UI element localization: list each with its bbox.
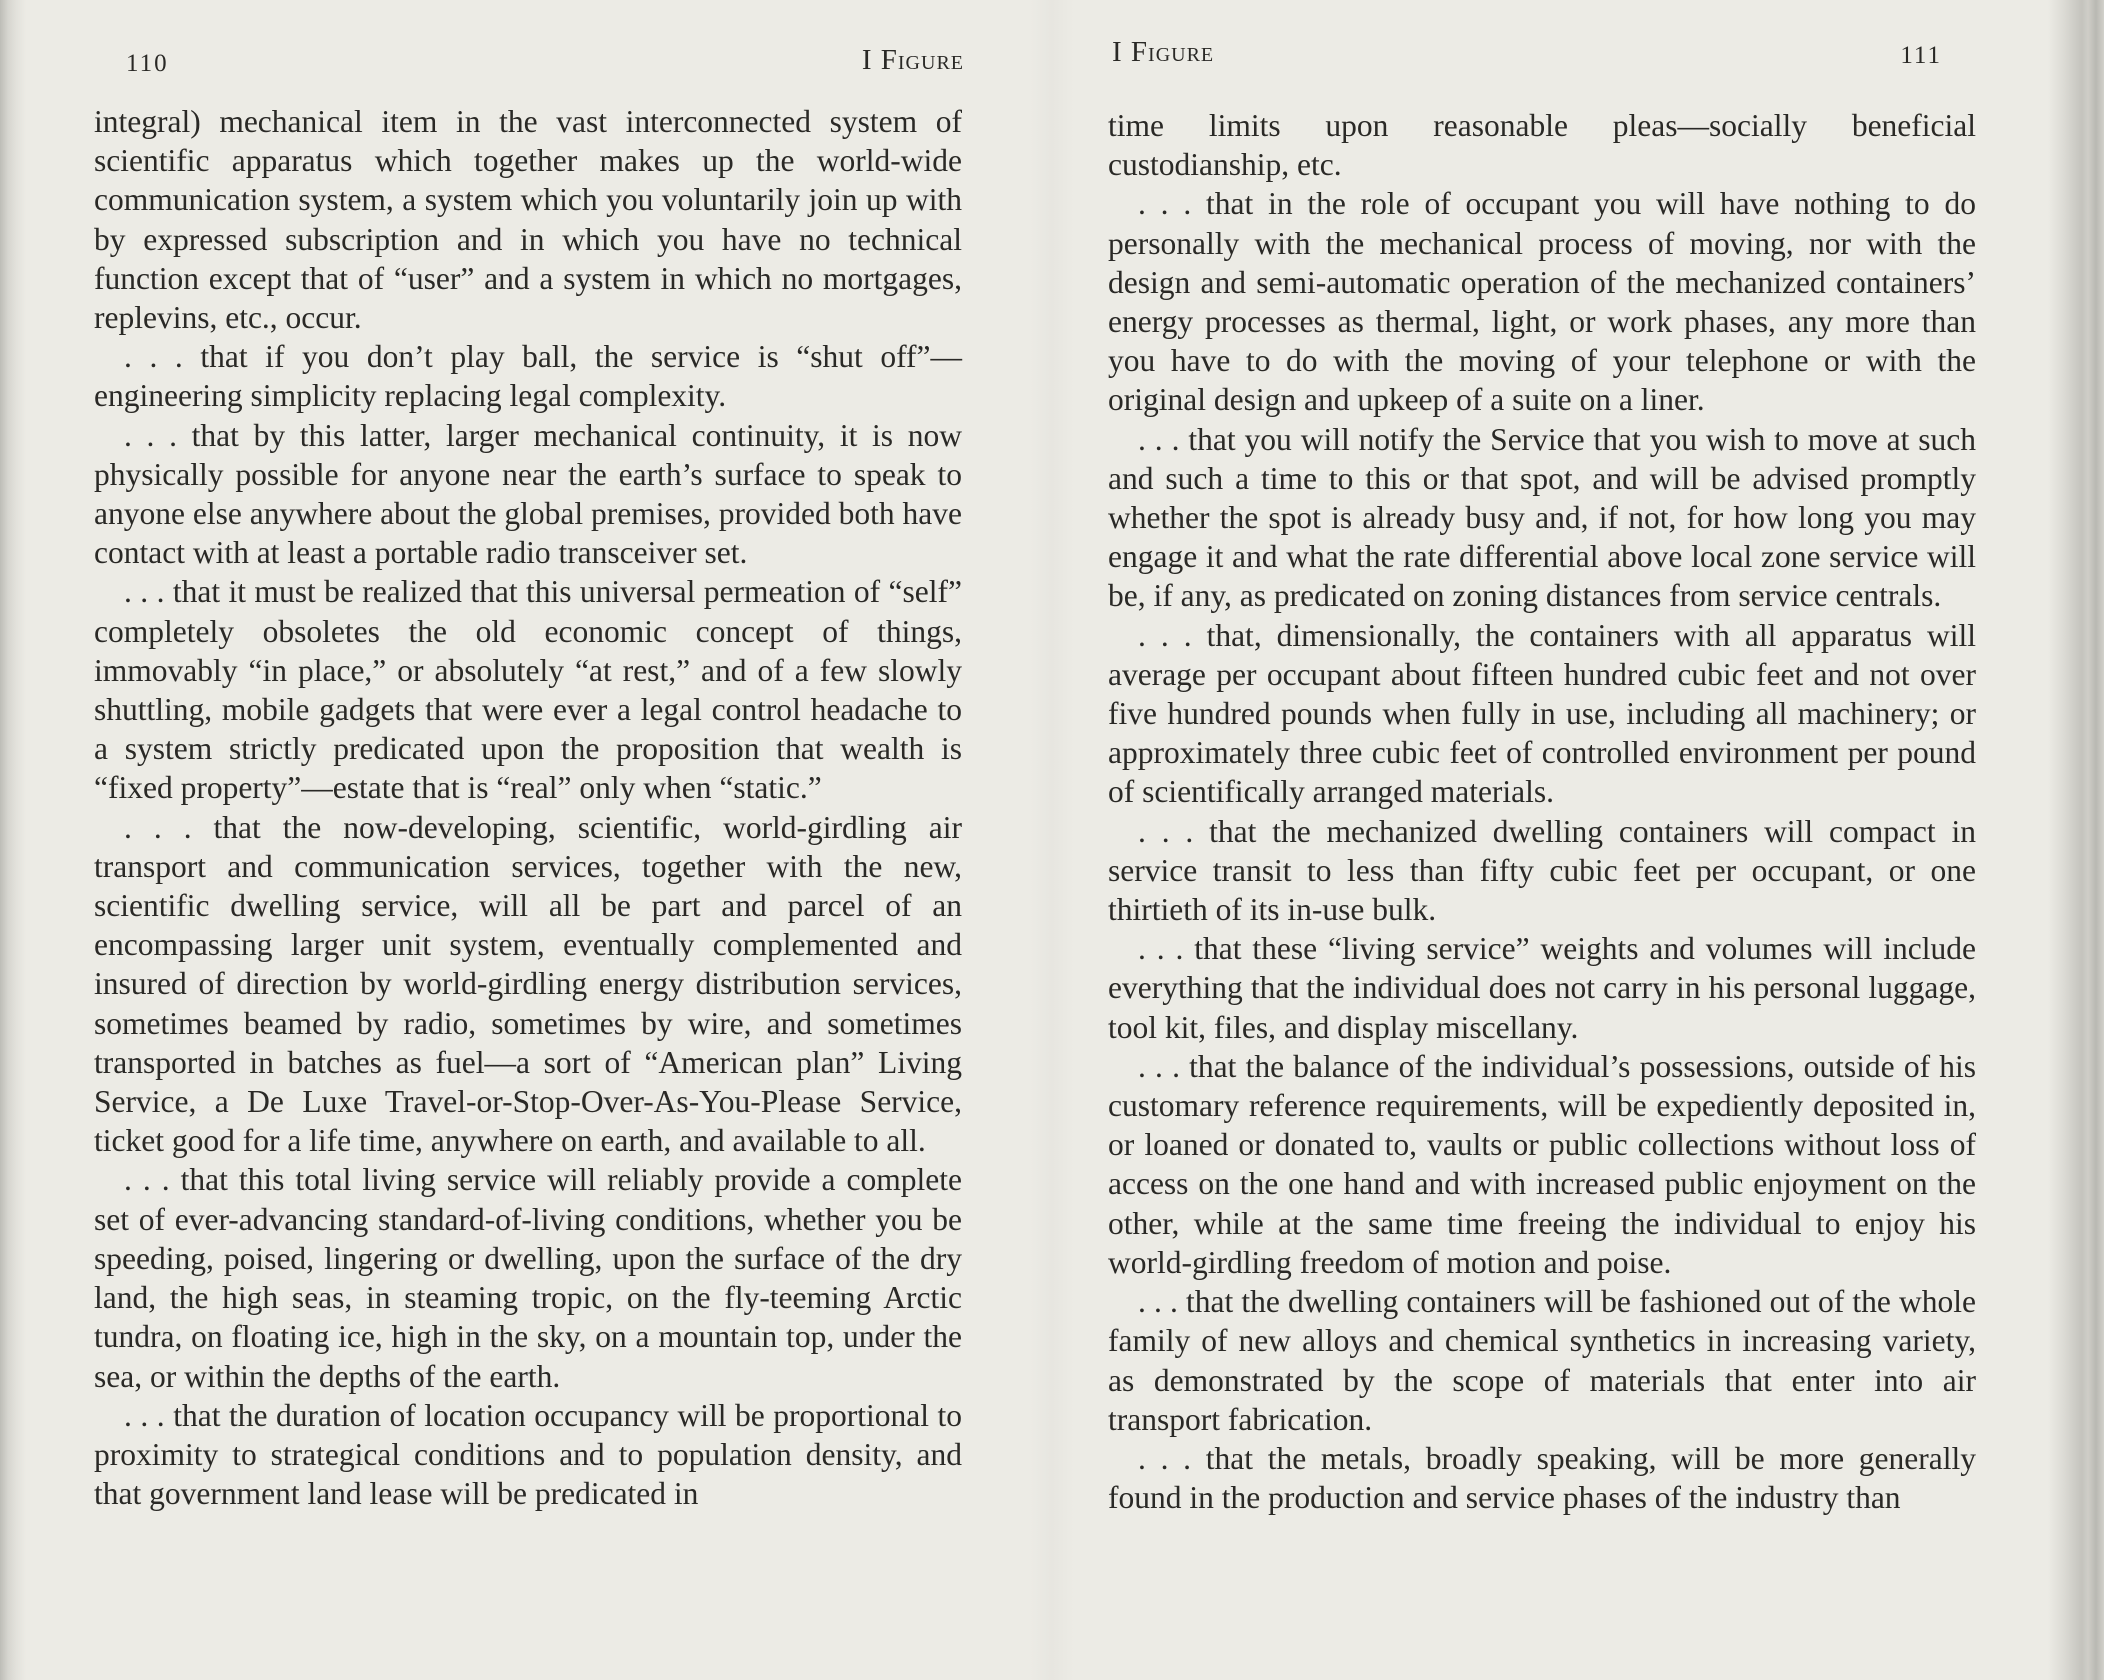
running-head-left <box>94 40 962 96</box>
right-page <box>1108 36 1976 1636</box>
running-title: I Figure <box>861 44 964 76</box>
page-number: 110 <box>126 50 169 77</box>
left-page <box>94 36 962 1636</box>
paragraph: . . . that the dwelling containers will be fashioned out of the whole family of new alloys and chemical synthetics in increasing variety, as demonstrated by the scope of materials that enter into air transport fabrication. <box>1108 1284 1976 1437</box>
page-number: 111 <box>1900 42 1942 69</box>
page-body <box>94 102 962 1513</box>
paragraph: . . . that it must be realized that this universal permeation of “self” completely obsoletes the old economic concept of things, immovably “in place,” or absolutely “at rest,” and of a few slowly shuttling, mobile gadgets that were ever a legal control headache to a system strictly predicated upon the proposition that wealth is “fixed property”—estate that is “real” only when “static.” <box>94 574 962 806</box>
paragraph: . . . that by this latter, larger mechanical continuity, it is now physically possible for anyone near the earth’s surface to speak to anyone else anywhere about the global premises, provided both have contact with at least a portable radio transceiver set. <box>94 417 962 571</box>
paragraph: . . . that the now-developing, scientific, world-girdling air transport and communication services, together with the new, scientific dwelling service, will all be part and parcel of an encompassing larger unit system, eventually complemented and insured of direction by world-girdling energy distribution services, sometimes beamed by radio, sometimes by wire, and sometimes transported in batches as fuel—a sort of “American plan” Living Service, a De Luxe Travel-or-Stop-Over-As-You-Please Service, ticket good for a life time, anywhere on earth, and available to all. <box>94 809 962 1159</box>
paragraph: . . . that the metals, broadly speaking, will be more generally found in the production and service phases of the industry than <box>1108 1440 1976 1516</box>
page-body <box>1108 106 1976 1517</box>
paragraph: . . . that the balance of the individual’s possessions, outside of his customary reference requirements, will be expediently deposited in, or loaned or donated to, vaults or public collections without loss of access on the one hand and with increased public enjoyment on the other, while at the same time freeing the individual to enjoy his world-girdling freedom of motion and poise. <box>1108 1048 1976 1280</box>
paragraph: . . . that the mechanized dwelling containers will compact in service transit to less than fifty cubic feet per occupant, or one thirtieth of its in-use bulk. <box>1108 813 1976 928</box>
running-title: I Figure <box>1112 36 1215 68</box>
paragraph: . . . that these “living service” weights and volumes will include everything that the individual does not carry in his personal luggage, tool kit, files, and display miscellany. <box>1108 931 1976 1045</box>
paragraph: . . . that you will notify the Service that you wish to move at such and such a time to this or that spot, and will be advised promptly whether the spot is already busy and, if not, for how long you may engage it and what the rate differential above local zone service will be, if any, as predicated on zoning distances from service centrals. <box>1108 421 1976 614</box>
page-edge-left <box>0 0 26 1680</box>
paragraph: . . . that this total living service will reliably provide a complete set of ever-advancing standard-of-living conditions, whether you be speeding, poised, lingering or dwelling, upon the surface of the dry land, the high seas, in steaming tropic, on the fly-teeming Arctic tundra, on floating ice, high in the sky, on a mountain top, under the sea, or within the depths of the earth. <box>94 1162 962 1394</box>
paragraph: integral) mechanical item in the vast interconnected system of scientific apparatus which together makes up the world-wide communication system, a system which you voluntarily join up with by expressed subscription and in which you have no technical function except that of “user” and a system in which no mortgages, replevins, etc., occur. <box>94 104 962 336</box>
book-gutter <box>1030 0 1074 1680</box>
page-edge-right <box>2048 0 2104 1680</box>
paragraph: . . . that the duration of location occupancy will be proportional to proximity to strategical conditions and to population density, and that government land lease will be predicated in <box>94 1397 962 1512</box>
paragraph: . . . that if you don’t play ball, the service is “shut off”—engineering simplicity replacing legal complexity. <box>94 339 962 414</box>
running-head-right <box>1108 36 1976 92</box>
paragraph: time limits upon reasonable pleas—socially beneficial custodianship, etc. <box>1108 108 1976 183</box>
paragraph: . . . that in the role of occupant you will have nothing to do personally with the mechanical process of moving, nor with the design and semi-automatic operation of the mechanized containers’ energy processes as thermal, light, or work phases, any more than you have to do with the moving of your telephone or with the original design and upkeep of a suite on a liner. <box>1108 186 1976 418</box>
paragraph: . . . that, dimensionally, the containers with all apparatus will average per occupant about fifteen hundred cubic feet and not over five hundred pounds when fully in use, including all machinery; or approximately three cubic feet of controlled environment per pound of scientifically arranged materials. <box>1108 617 1976 810</box>
